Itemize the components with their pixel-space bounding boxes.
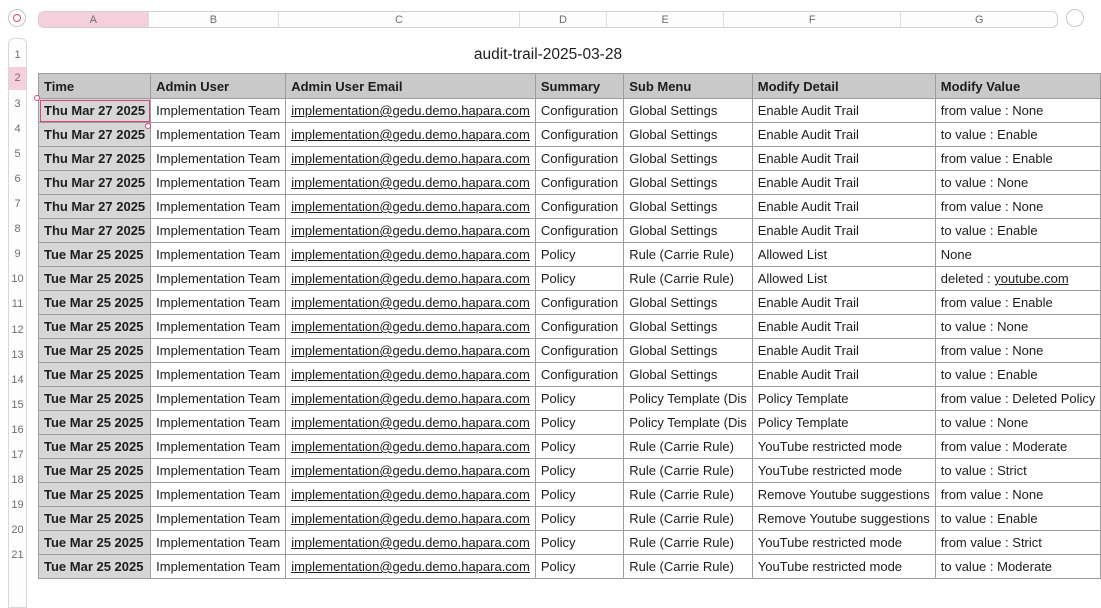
cell-value[interactable]: to value : None <box>935 411 1101 435</box>
table-row <box>39 483 1101 507</box>
cell-submenu[interactable]: Global Settings <box>624 339 753 363</box>
cell-user[interactable]: Implementation Team <box>151 411 286 435</box>
cell-submenu[interactable]: Rule (Carrie Rule) <box>624 507 753 531</box>
table-row <box>39 387 1101 411</box>
cell-submenu[interactable]: Rule (Carrie Rule) <box>624 555 753 579</box>
cell-email[interactable]: implementation@gedu.demo.hapara.com <box>286 123 536 147</box>
row-number-12[interactable]: 12 <box>11 323 24 336</box>
cell-summary[interactable]: Policy <box>535 267 623 291</box>
cell-value[interactable]: from value : Enable <box>935 291 1101 315</box>
link-text[interactable]: youtube.com <box>994 271 1069 286</box>
cell-detail[interactable]: YouTube restricted mode <box>752 531 935 555</box>
cell-email[interactable]: implementation@gedu.demo.hapara.com <box>286 507 536 531</box>
cell-value[interactable]: from value : Strict <box>935 531 1101 555</box>
cell-summary[interactable]: Configuration <box>535 171 623 195</box>
row-number-4[interactable]: 4 <box>14 123 21 136</box>
cell-detail[interactable]: Enable Audit Trail <box>752 291 935 315</box>
row-number-20[interactable]: 20 <box>11 523 24 536</box>
cell-summary[interactable]: Configuration <box>535 123 623 147</box>
cell-detail[interactable]: YouTube restricted mode <box>752 435 935 459</box>
cell-email[interactable]: implementation@gedu.demo.hapara.com <box>286 171 536 195</box>
cell-summary[interactable]: Configuration <box>535 339 623 363</box>
row-number-17[interactable]: 17 <box>11 448 24 461</box>
table-row <box>39 531 1101 555</box>
cell-summary[interactable]: Policy <box>535 387 623 411</box>
cell-value[interactable]: from value : Deleted Policy <box>935 387 1101 411</box>
table-row <box>39 459 1101 483</box>
cell-time[interactable]: Thu Mar 27 2025 <box>39 99 151 123</box>
cell-value[interactable]: None <box>935 243 1101 267</box>
cell-submenu[interactable]: Global Settings <box>624 291 753 315</box>
row-number-19[interactable]: 19 <box>11 498 24 511</box>
cell-value[interactable]: to value : Strict <box>935 459 1101 483</box>
cell-email[interactable]: implementation@gedu.demo.hapara.com <box>286 267 536 291</box>
header-email[interactable]: Admin User Email <box>286 74 536 99</box>
cell-user[interactable]: Implementation Team <box>151 219 286 243</box>
table-row <box>39 507 1101 531</box>
header-time[interactable]: Time <box>39 74 151 99</box>
cell-summary[interactable]: Policy <box>535 531 623 555</box>
column-letter-e[interactable]: E <box>607 12 724 27</box>
cell-summary[interactable]: Policy <box>535 411 623 435</box>
column-header-bar <box>0 0 1075 38</box>
cell-value[interactable]: to value : Enable <box>935 507 1101 531</box>
cell-time[interactable]: Tue Mar 25 2025 <box>39 435 151 459</box>
cell-time[interactable]: Thu Mar 27 2025 <box>39 171 151 195</box>
column-letter-d[interactable]: D <box>520 12 608 27</box>
cell-detail[interactable]: YouTube restricted mode <box>752 459 935 483</box>
cell-time[interactable]: Tue Mar 25 2025 <box>39 411 151 435</box>
cell-email[interactable]: implementation@gedu.demo.hapara.com <box>286 411 536 435</box>
cell-user[interactable]: Implementation Team <box>151 363 286 387</box>
cell-value[interactable]: from value : None <box>935 195 1101 219</box>
cell-detail[interactable]: Policy Template <box>752 411 935 435</box>
cell-value[interactable]: from value : Moderate <box>935 435 1101 459</box>
cell-detail[interactable]: Enable Audit Trail <box>752 339 935 363</box>
cell-user[interactable]: Implementation Team <box>151 147 286 171</box>
cell-user[interactable]: Implementation Team <box>151 507 286 531</box>
cell-submenu[interactable]: Rule (Carrie Rule) <box>624 459 753 483</box>
cell-summary[interactable]: Policy <box>535 507 623 531</box>
cell-detail[interactable]: Enable Audit Trail <box>752 147 935 171</box>
cell-email[interactable]: implementation@gedu.demo.hapara.com <box>286 195 536 219</box>
cell-submenu[interactable]: Global Settings <box>624 99 753 123</box>
cell-time[interactable]: Tue Mar 25 2025 <box>39 315 151 339</box>
cell-detail[interactable]: Remove Youtube suggestions <box>752 483 935 507</box>
cell-submenu[interactable]: Global Settings <box>624 123 753 147</box>
cell-user[interactable]: Implementation Team <box>151 531 286 555</box>
row-number-9[interactable]: 9 <box>14 248 21 261</box>
selection-handle-top[interactable] <box>34 95 40 101</box>
table-row <box>39 123 1101 147</box>
cell-user[interactable]: Implementation Team <box>151 171 286 195</box>
cell-value[interactable]: to value : None <box>935 171 1101 195</box>
column-letter-g[interactable]: G <box>974 13 984 26</box>
cell-email[interactable]: implementation@gedu.demo.hapara.com <box>286 243 536 267</box>
cell-email[interactable]: implementation@gedu.demo.hapara.com <box>286 147 536 171</box>
table-row <box>39 411 1101 435</box>
cell-summary[interactable]: Policy <box>535 243 623 267</box>
table-row <box>39 291 1101 315</box>
select-all-icon[interactable] <box>8 9 26 27</box>
add-column-icon[interactable] <box>1066 9 1084 27</box>
cell-time[interactable]: Tue Mar 25 2025 <box>39 483 151 507</box>
row-number-11[interactable]: 11 <box>11 298 24 311</box>
row-number-13[interactable]: 13 <box>11 348 24 361</box>
row-number-14[interactable]: 14 <box>11 373 24 386</box>
sheet-title: audit-trail-2025-03-28 <box>473 46 623 63</box>
cell-user[interactable]: Implementation Team <box>151 291 286 315</box>
cell-time[interactable]: Tue Mar 25 2025 <box>39 555 151 579</box>
row-number-3[interactable]: 3 <box>14 98 21 111</box>
row-number-16[interactable]: 16 <box>11 423 24 436</box>
cell-summary[interactable]: Configuration <box>535 315 623 339</box>
cell-time[interactable]: Tue Mar 25 2025 <box>39 363 151 387</box>
row-number-7[interactable]: 7 <box>14 198 21 211</box>
table-row <box>39 195 1101 219</box>
row-number-10[interactable]: 10 <box>11 273 24 286</box>
cell-submenu[interactable]: Policy Template (Dis <box>624 387 753 411</box>
column-letter-b[interactable]: B <box>149 12 280 27</box>
cell-summary[interactable]: Policy <box>535 555 623 579</box>
cell-time[interactable]: Tue Mar 25 2025 <box>39 387 151 411</box>
header-summary[interactable]: Summary <box>535 74 623 99</box>
table-row <box>39 267 1101 291</box>
cell-summary[interactable]: Configuration <box>535 363 623 387</box>
column-letter-a[interactable]: A <box>39 12 149 27</box>
cell-summary[interactable]: Configuration <box>535 219 623 243</box>
selection-handle-bottom[interactable] <box>145 123 151 129</box>
cell-user[interactable]: Implementation Team <box>151 483 286 507</box>
cell-time[interactable]: Thu Mar 27 2025 <box>39 195 151 219</box>
cell-user[interactable]: Implementation Team <box>151 243 286 267</box>
cell-summary[interactable]: Configuration <box>535 291 623 315</box>
cell-summary[interactable]: Policy <box>535 483 623 507</box>
cell-summary[interactable]: Policy <box>535 435 623 459</box>
cell-detail[interactable]: Enable Audit Trail <box>752 363 935 387</box>
cell-submenu[interactable]: Global Settings <box>624 147 753 171</box>
cell-detail[interactable]: Remove Youtube suggestions <box>752 507 935 531</box>
cell-time[interactable]: Tue Mar 25 2025 <box>39 291 151 315</box>
cell-time[interactable]: Thu Mar 27 2025 <box>39 123 151 147</box>
cell-value[interactable]: from value : None <box>935 99 1101 123</box>
cell-time[interactable]: Tue Mar 25 2025 <box>39 243 151 267</box>
row-number-18[interactable]: 18 <box>11 473 24 486</box>
cell-time[interactable]: Tue Mar 25 2025 <box>39 339 151 363</box>
cell-value[interactable]: to value : Enable <box>935 363 1101 387</box>
cell-email[interactable]: implementation@gedu.demo.hapara.com <box>286 387 536 411</box>
cell-value[interactable]: to value : Enable <box>935 123 1101 147</box>
cell-value[interactable]: from value : None <box>935 339 1101 363</box>
cell-time[interactable]: Tue Mar 25 2025 <box>39 531 151 555</box>
column-letter-f[interactable]: F <box>724 12 901 27</box>
cell-email[interactable]: implementation@gedu.demo.hapara.com <box>286 555 536 579</box>
cell-user[interactable]: Implementation Team <box>151 459 286 483</box>
cell-detail[interactable]: Enable Audit Trail <box>752 171 935 195</box>
cell-submenu[interactable]: Global Settings <box>624 195 753 219</box>
cell-value[interactable]: to value : None <box>935 315 1101 339</box>
row-number-2[interactable]: 2 <box>9 67 26 90</box>
table-row <box>39 339 1101 363</box>
row-number-5[interactable]: 5 <box>14 148 21 161</box>
cell-detail[interactable]: Allowed List <box>752 267 935 291</box>
cell-user[interactable]: Implementation Team <box>151 555 286 579</box>
cell-user[interactable]: Implementation Team <box>151 123 286 147</box>
cell-user[interactable]: Implementation Team <box>151 435 286 459</box>
table-row <box>39 555 1101 579</box>
table-row <box>39 147 1101 171</box>
cell-summary[interactable]: Configuration <box>535 147 623 171</box>
cell-email[interactable]: implementation@gedu.demo.hapara.com <box>286 219 536 243</box>
audit-table <box>38 73 1101 579</box>
cell-submenu[interactable]: Global Settings <box>624 171 753 195</box>
cell-value[interactable]: deleted : youtube.com <box>935 267 1101 291</box>
cell-detail[interactable]: Enable Audit Trail <box>752 195 935 219</box>
table-row <box>39 219 1101 243</box>
cell-submenu[interactable]: Global Settings <box>624 219 753 243</box>
row-number-15[interactable]: 15 <box>11 398 24 411</box>
cell-submenu[interactable]: Rule (Carrie Rule) <box>624 531 753 555</box>
cell-email[interactable]: implementation@gedu.demo.hapara.com <box>286 459 536 483</box>
header-value[interactable]: Modify Value <box>935 74 1101 99</box>
cell-detail[interactable]: Enable Audit Trail <box>752 99 935 123</box>
cell-submenu[interactable]: Rule (Carrie Rule) <box>624 483 753 507</box>
cell-submenu[interactable]: Rule (Carrie Rule) <box>624 435 753 459</box>
header-user[interactable]: Admin User <box>151 74 286 99</box>
table-row <box>39 171 1101 195</box>
cell-user[interactable]: Implementation Team <box>151 195 286 219</box>
cell-detail[interactable]: Allowed List <box>752 243 935 267</box>
cell-value[interactable]: from value : None <box>935 483 1101 507</box>
cell-user[interactable]: Implementation Team <box>151 99 286 123</box>
cell-email[interactable]: implementation@gedu.demo.hapara.com <box>286 315 536 339</box>
cell-detail[interactable]: Policy Template <box>752 387 935 411</box>
cell-detail[interactable]: Enable Audit Trail <box>752 219 935 243</box>
row-number-strip <box>8 38 27 608</box>
cell-time[interactable]: Thu Mar 27 2025 <box>39 219 151 243</box>
cell-value[interactable]: from value : Enable <box>935 147 1101 171</box>
cell-submenu[interactable]: Rule (Carrie Rule) <box>624 243 753 267</box>
cell-email[interactable]: implementation@gedu.demo.hapara.com <box>286 435 536 459</box>
row-number-8[interactable]: 8 <box>14 223 21 236</box>
cell-submenu[interactable]: Rule (Carrie Rule) <box>624 267 753 291</box>
cell-email[interactable]: implementation@gedu.demo.hapara.com <box>286 531 536 555</box>
cell-value[interactable]: to value : Moderate <box>935 555 1101 579</box>
cell-email[interactable]: implementation@gedu.demo.hapara.com <box>286 339 536 363</box>
cell-detail[interactable]: Enable Audit Trail <box>752 123 935 147</box>
header-row <box>39 74 1101 99</box>
row-number-1[interactable]: 1 <box>14 49 21 61</box>
cell-summary[interactable]: Configuration <box>535 195 623 219</box>
cell-user[interactable]: Implementation Team <box>151 339 286 363</box>
table-row <box>39 435 1101 459</box>
cell-summary[interactable]: Configuration <box>535 99 623 123</box>
cell-time[interactable]: Thu Mar 27 2025 <box>39 147 151 171</box>
cell-email[interactable]: implementation@gedu.demo.hapara.com <box>286 363 536 387</box>
cell-time[interactable]: Tue Mar 25 2025 <box>39 507 151 531</box>
cell-detail[interactable]: Enable Audit Trail <box>752 315 935 339</box>
cell-detail[interactable]: YouTube restricted mode <box>752 555 935 579</box>
column-letter-strip <box>38 11 1058 28</box>
cell-user[interactable]: Implementation Team <box>151 267 286 291</box>
cell-time[interactable]: Tue Mar 25 2025 <box>39 267 151 291</box>
table-row <box>39 243 1101 267</box>
header-submenu[interactable]: Sub Menu <box>624 74 753 99</box>
cell-email[interactable]: implementation@gedu.demo.hapara.com <box>286 291 536 315</box>
cell-email[interactable]: implementation@gedu.demo.hapara.com <box>286 99 536 123</box>
cell-summary[interactable]: Policy <box>535 459 623 483</box>
cell-submenu[interactable]: Policy Template (Dis <box>624 411 753 435</box>
table-row <box>39 363 1101 387</box>
cell-submenu[interactable]: Global Settings <box>624 315 753 339</box>
cell-value[interactable]: to value : Enable <box>935 219 1101 243</box>
table-row <box>39 315 1101 339</box>
table-row <box>39 99 1101 123</box>
row-number-6[interactable]: 6 <box>14 173 21 186</box>
cell-user[interactable]: Implementation Team <box>151 315 286 339</box>
header-detail[interactable]: Modify Detail <box>752 74 935 99</box>
cell-time[interactable]: Tue Mar 25 2025 <box>39 459 151 483</box>
cell-user[interactable]: Implementation Team <box>151 387 286 411</box>
cell-submenu[interactable]: Global Settings <box>624 363 753 387</box>
row-number-21[interactable]: 21 <box>11 548 24 561</box>
column-letter-c[interactable]: C <box>279 12 519 27</box>
cell-email[interactable]: implementation@gedu.demo.hapara.com <box>286 483 536 507</box>
